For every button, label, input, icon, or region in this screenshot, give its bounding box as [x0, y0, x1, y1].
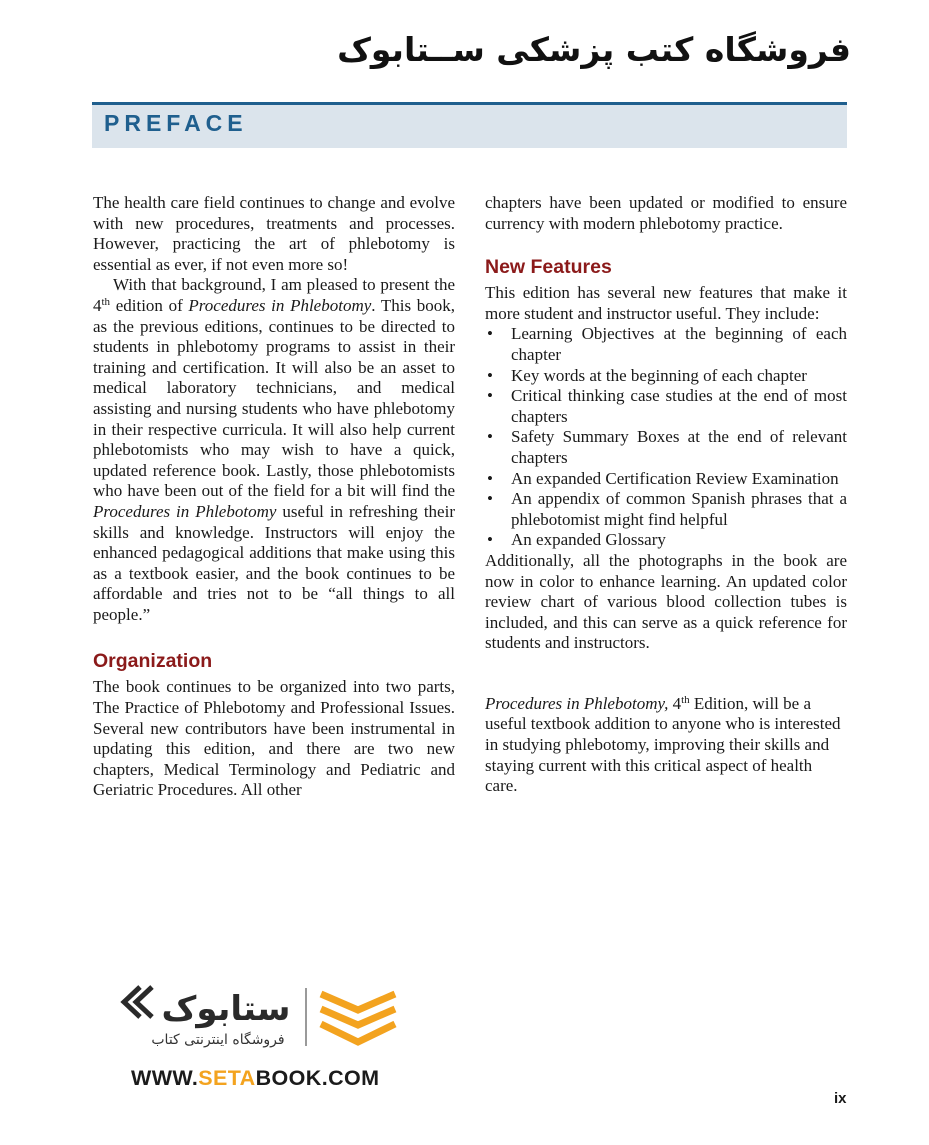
book-icon: [321, 994, 395, 1042]
list-item: • An appendix of common Spanish phrases that a phlebotomist might find helpful: [485, 489, 847, 530]
book-title-italic: Procedures in Phlebotomy: [93, 501, 277, 521]
features-list: [485, 324, 847, 551]
closing-paragraph: Procedures in Phlebotomy, 4th Edition, will be a useful textbook addition to anyone who is interested in studying phlebotomy, improving their skills and staying current with this critical aspect of health care.: [485, 693, 841, 796]
list-item: • Safety Summary Boxes at the end of relevant chapters: [485, 427, 847, 468]
list-item: • An expanded Glossary: [485, 530, 847, 551]
website-url: WWW.SETABOOK.COM: [131, 1066, 380, 1090]
book-title-italic: Procedures in Phlebotomy,: [485, 693, 669, 713]
list-item: • Learning Objectives at the beginning of each chapter: [485, 324, 847, 365]
chevron-icon: [124, 987, 152, 1017]
edition-superscript: th: [101, 295, 111, 308]
left-column: [93, 193, 455, 801]
store-banner-title: فروشگاه کتب پزشکی ســتابوک: [337, 30, 851, 69]
organization-heading: Organization: [93, 650, 213, 673]
continuation-paragraph: chapters have been updated or modified to ensure currency with modern phlebotomy practice.: [485, 193, 847, 233]
features-after-paragraph: Additionally, all the photographs in the book are now in color to enhance learning. An updated color review chart of various blood collection tubes is included, and this can serve as a quick reference for students and instructors.: [485, 550, 847, 653]
book-title-italic: Procedures in Phlebotomy: [188, 295, 372, 315]
page-number: ix: [834, 1090, 847, 1107]
intro-paragraph: The health care field continues to change and evolve with new procedures, treatments and processes. However, practicing the art of phlebotomy is essential as ever, if not even more so!: [93, 193, 455, 274]
new-features-intro: This edition has several new features that make it more student and instructor useful. They include:: [485, 283, 847, 323]
logo-wordmark: ستابوک: [161, 989, 291, 1029]
edition-superscript: th: [681, 693, 690, 706]
list-item: • An expanded Certification Review Examination: [485, 469, 847, 490]
organization-paragraph: The book continues to be organized into two parts, The Practice of Phlebotomy and Professional Issues. Several new contributors have been instrumental in updating this edition, and there are two new chapters, Medical Terminology and Pediatric and Geriatric Procedures. All other: [93, 677, 455, 800]
section-title: PREFACE: [104, 110, 248, 136]
new-features-heading: New Features: [485, 256, 612, 279]
background-paragraph: With that background, I am pleased to present the 4th edition of Procedures in Phlebotomy. This book, as the previous editions, continues to be directed to students in phlebotomy programs to assist in their training and certification. It will also be an asset to medical laboratory technicians, and medical assisting and nursing students who have phlebotomy in their respective curricula. It will also help current phlebotomists who may wish to have a quick, updated reference book. Lastly, those phlebotomists who have been out of the field for a bit will find the Procedures in Phlebotomy useful in refreshing their skills and knowledge. Instructors will enjoy the enhanced pedagogical additions that make using this as a textbook easier, and the book continues to be affordable and tries not to be “all things to all people.”: [93, 275, 455, 624]
right-column: [485, 193, 847, 797]
list-item: • Key words at the beginning of each chapter: [485, 366, 847, 387]
section-header-bar: [92, 102, 847, 148]
setabook-logo: [118, 982, 398, 1054]
list-item: • Critical thinking case studies at the end of most chapters: [485, 386, 847, 427]
logo-tagline: فروشگاه اینترنتی کتاب: [151, 1032, 285, 1048]
